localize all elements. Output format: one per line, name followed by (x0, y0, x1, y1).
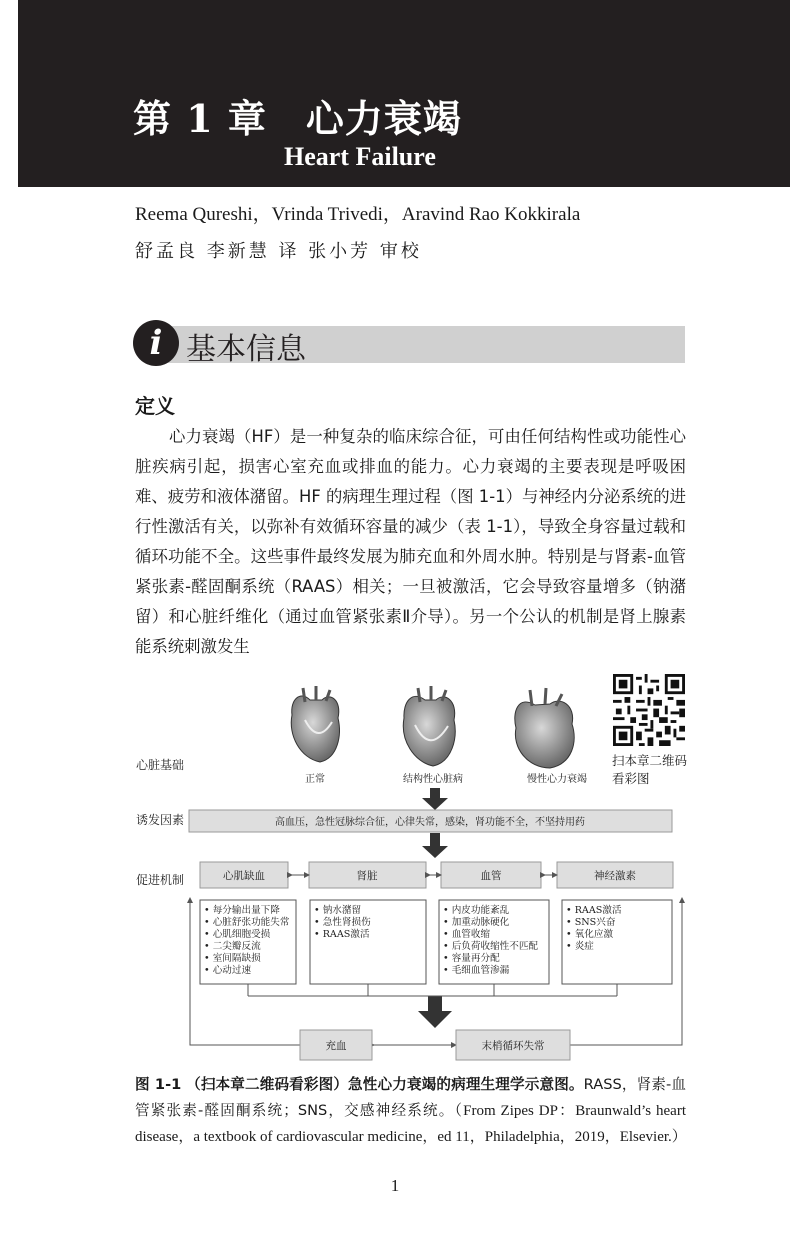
heart-structural-icon (403, 686, 455, 766)
mechanism-item: • 加重动脉硬化 (443, 917, 510, 928)
caption-text: RASS，肾素-血管紧张素-醛固酮系统；SNS，交感神经系统。 (135, 1076, 687, 1119)
mechanism-title: 神经激素 (594, 870, 636, 882)
qr-code-icon (613, 674, 685, 746)
definition-text (135, 422, 686, 662)
mechanism-item: • 后负荷收缩性不匹配 (443, 941, 539, 952)
mechanism-title: 心肌缺血 (223, 870, 265, 882)
mechanism-item: • 内皮功能紊乱 (443, 905, 510, 916)
mechanism-item: • SNS兴奋 (566, 917, 616, 928)
down-arrow-icon (422, 788, 448, 810)
authors: Reema Qureshi，Vrinda Trivedi，Aravind Rao Kokkirala (135, 204, 581, 225)
mechanism-item: • 毛细血管渗漏 (443, 965, 510, 976)
chapter-title-en: Heart Failure (284, 142, 436, 171)
section-title: 基本信息 (186, 332, 306, 367)
mechanism-item: • 心动过速 (204, 965, 252, 976)
definition-paragraph: 心力衰竭（HF）是一种复杂的临床综合征，可由任何结构性或功能性心脏疾病引起，损害心室充血或排血的能力。心力衰竭的主要表现是呼吸困难、疲劳和液体潴留。HF 的病理生理过程（图 1-1）与神经内分泌系统的进行性激活有关，以弥补有效循环容量的减少（表 1-1），导致全身容量过载和循环功能不全。这些事件最终发展为肺充血和外周水肿。特别是与肾素-血管紧张素-醛固酮系统（RAAS）相关；一旦被激活，它会导致容量增多（钠潴留）和心脏纤维化（通过血管紧张素Ⅱ介导）。另一个公认的机制是肾上腺素能系统刺激发生 (135, 427, 686, 656)
heart-label: 结构性心脏病 (403, 774, 463, 785)
chapter-title: 第 1 章 心力衰竭 (133, 96, 462, 141)
page-number: 1 (390, 1176, 400, 1195)
heart-label: 正常 (305, 774, 325, 785)
mechanism-item: • 心脏舒张功能失常 (204, 917, 290, 928)
heart-label: 慢性心力衰竭 (527, 774, 587, 785)
caption-label: 图 1-1 (135, 1076, 182, 1093)
translators: 舒孟良 李新慧 译 张小芳 审校 (135, 241, 422, 262)
caption-citation: （From Zipes DP：Braunwald’s heart disease，a textbook of cardiovascular medicine，ed 11，Philadelphia，2019，Elsevier.） (135, 1103, 687, 1145)
mechanism-item: • 炎症 (566, 941, 594, 952)
mechanism-title: 血管 (480, 870, 502, 882)
mechanism-title: 肾脏 (356, 870, 378, 882)
mechanism-item: • 急性肾损伤 (314, 917, 371, 928)
row-label-mechanism: 促进机制 (136, 873, 185, 887)
mechanism-item: • 心肌细胞受损 (204, 929, 271, 940)
definition-heading: 定义 (135, 394, 175, 418)
outcome-label: 末梢循环失常 (481, 1040, 545, 1052)
mechanism-item: • 每分输出量下降 (204, 905, 280, 916)
mechanism-item: • 容量再分配 (443, 953, 500, 964)
down-arrow-icon (422, 833, 448, 858)
mechanism-item: • 二尖瓣反流 (204, 941, 261, 952)
qr-label: 扫本章二维码看彩图 (612, 753, 688, 786)
heart-normal-icon (291, 686, 339, 762)
row-label-basis: 心脏基础 (136, 758, 185, 772)
mechanism-item: • RAAS激活 (314, 929, 370, 940)
caption-bold: （扫本章二维码看彩图）急性心力衰竭的病理生理学示意图。 (186, 1076, 584, 1093)
mechanism-item: • RAAS激活 (566, 905, 622, 916)
row-label-trigger: 诱发因素 (136, 813, 185, 827)
info-icon: i (133, 320, 179, 366)
figure-caption (135, 1072, 686, 1150)
mechanism-item: • 氧化应激 (566, 929, 614, 940)
mechanism-item: • 室间隔缺损 (204, 953, 261, 964)
mechanism-item: • 血管收缩 (443, 929, 491, 940)
trigger-text: 高血压，急性冠脉综合征，心律失常，感染，肾功能不全，不坚持用药 (275, 817, 585, 828)
down-arrow-icon (418, 996, 452, 1028)
outcome-label: 充血 (325, 1040, 347, 1052)
heart-chronic-failure-icon (515, 688, 574, 768)
mechanism-item: • 钠水潴留 (314, 905, 362, 916)
